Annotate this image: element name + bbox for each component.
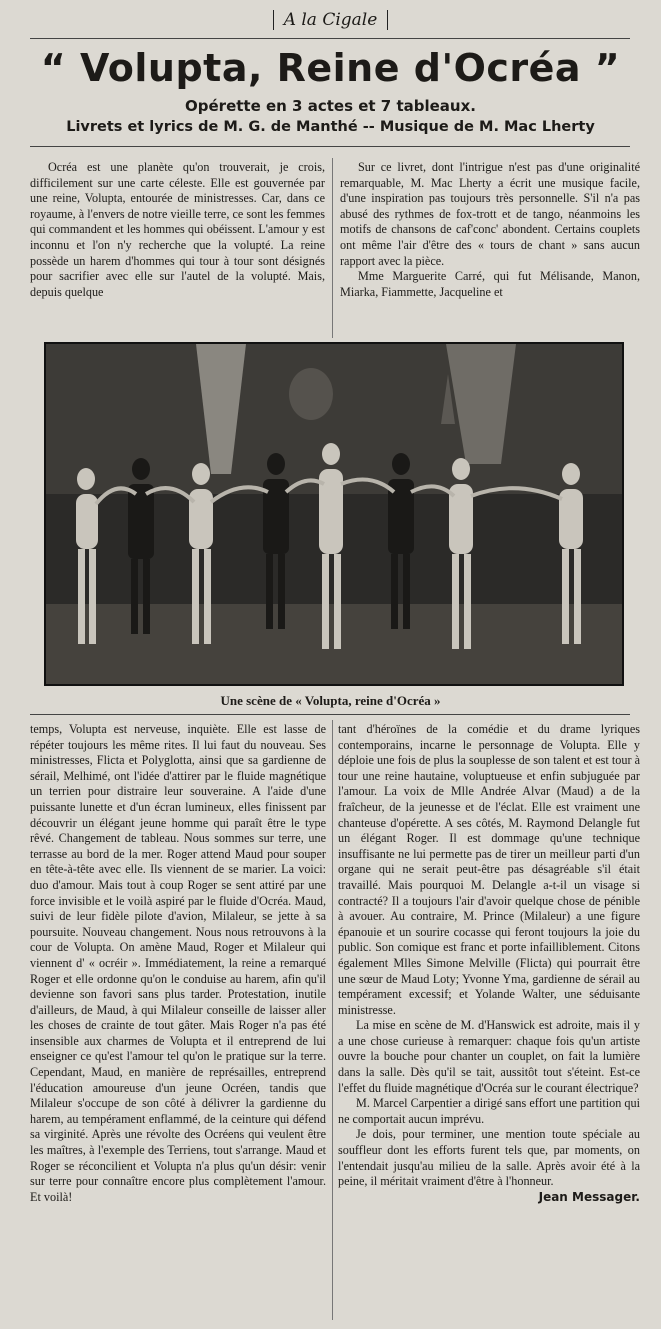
article-subtitle: Opérette en 3 actes et 7 tableaux. — [185, 97, 476, 115]
rule-under-caption — [30, 714, 630, 715]
column-bottom-left — [30, 722, 326, 1320]
author-signature: Jean Messager. — [538, 1189, 640, 1204]
article-credits: Livrets et lyrics de M. G. de Manthé -- Musique de M. Mac Lherty — [66, 119, 595, 135]
paragraph: Ocréa est une planète qu'on trouverait, je crois, difficilement sur une carte céleste. Elle est gouvernée par une reine, Volupta, entourée de ministresses. Car, dans ce royaume, à l'envers de notre vieille terre, ce sont les femmes qui commandent et les hommes qui obéissent. L'amour y est inconnu et l'on n'y recherche que la volupté. La reine possède un harem d'hommes qui tour à tour sont désignés pour sacrifier avec elle sur l'autel de la volupté. Mais, depuis quelque — [30, 160, 325, 299]
rule-under-header — [30, 146, 630, 147]
paragraph: Sur ce livret, dont l'intrigue n'est pas d'une originalité remarquable, M. Mac Lherty a écrit une musique facile, d'une inspiration pas toujours très personnelle. S'il n'a pas abusé des rythmes de fox-trott et de tango, néanmoins les motifs de chansons de caf'conc' abondent. Certains couplets ont même l'air d'être des « tours de chant » sans aucun rapport avec la pièce. — [340, 160, 640, 268]
column-divider — [332, 720, 333, 1320]
rule-top — [30, 38, 630, 39]
paragraph: M. Marcel Carpentier a dirigé sans effort une partition qui ne comportait aucun imprévu. — [338, 1096, 640, 1126]
column-top-right — [340, 160, 640, 338]
column-top-left — [30, 160, 325, 338]
stage-photo-illustration — [46, 344, 622, 684]
photo-caption: Une scène de « Volupta, reine d'Ocréa » — [220, 693, 441, 708]
paragraph: La mise en scène de M. d'Hanswick est adroite, mais il y a une chose curieuse à remarquer: chaque fois qu'un artiste ouvre la bouche pour chanter un couplet, on fait la lumière dans la salle. Dès qu'il se tait, aussitôt tout s'éteint. Est-ce l'effet du fluide magnétique d'Ocréa sur le courant électrique? — [338, 1018, 640, 1095]
paragraph: Je dois, pour terminer, une mention toute spéciale au souffleur dont les efforts furent tels que, par moments, on l'entendait jusqu'au milieu de la salle. Après avoir été à la peine, il méritait vraiment d'être à l'honneur. — [338, 1127, 640, 1189]
column-bottom-right — [338, 722, 640, 1320]
stage-photo — [44, 342, 624, 686]
paragraph: tant d'héroïnes de la comédie et du drame lyriques contemporains, incarne le personnage de Volupta. Elle y déploie une fois de plus la souplesse de son talent et est tour à tour une reine hautaine, voluptueuse et enfin subjuguée par l'amour. La voix de Mlle Andrée Alvar (Maud) a de la fraîcheur, de la jeunesse et de l'éclat. Elle est vraiment une chanteuse d'opérette. A ses côtés, M. Raymond Delangle fut un élégant Roger. Il est dommage qu'une technique insuffisante ne lui permette pas de tirer un meilleur parti d'un organe qui ne serait peut-être pas désagréable s'il était travaillé. Mais pourquoi M. Delangle a-t-il un visage si contracté? Il a toujours l'air d'avoir quelque chose de pénible à avouer. Au contraire, M. Prince (Milaleur) a une figure épanouie et un sourire cocasse qui feront toujours la joie du public. Son comique est franc et porte infailliblement. Citons également Mlles Simone Melville (Flicta) qui pourrait être une sœur de Maud Loty; Yvonne Yma, gardienne de sérail au tempérament excessif; et Yolande Walter, une séduisante ministresse. — [338, 722, 640, 1017]
rubric-label: A la Cigale — [273, 10, 389, 30]
paragraph: Mme Marguerite Carré, qui fut Mélisande, Manon, Miarka, Fiammette, Jacqueline et — [340, 269, 640, 299]
column-divider — [332, 158, 333, 338]
article-title: “ Volupta, Reine d'Ocréa ” — [40, 46, 621, 90]
paragraph: temps, Volupta est nerveuse, inquiète. Elle est lasse de répéter toujours les même rites. Il lui faut du nouveau. Ses ministresses, Flicta et Polyglotta, ainsi que sa gardienne de sérail, Melhimé, ont l'idée d'attirer par le fluide magnétique un terrien pour distraire leur souveraine. A l'aide d'une puissante lunette et d'un écran lumineux, elles finissent par découvrir un élégant jeune homme qui paraît être le type rêvé. Changement de tableau. Nous sommes sur terre, une terrasse au bord de la mer. Roger attend Maud pour souper en tête-à-tête avec elle. Ils viennent de se marier. La voici: duo d'amour. Mais tout à coup Roger se sent attiré par une force invisible et le voilà aspiré par le fluide d'Ocréa. Maud, suivi de leur fidèle pilote d'avion, Milaleur, se jette à sa poursuite. Nouveau changement. Nous nous retrouvons à la cour de Volupta. On amène Maud, Roger et Milaleur qui viennent d' « ocréir ». Immédiatement, la reine a remarqué Roger et elle ordonne qu'on le conduise au harem, afin qu'il devienne son favori sans plus tarder. Protestation, inutile d'ailleurs, de Maud, à qui Milaleur conseille de laisser aller les choses de crainte de tout gâter. Mais Roger n'a pas été insensible aux charmes de Volupta et il entreprend de lui enseigner ce qu'est l'amour tel qu'on le pratique sur la terre. Cependant, Maud, en manière de représailles, entreprend l'éducation amoureuse d'un jeune Ocréen, tandis que Milaleur s'occupe de son côté à délivrer la gardienne du harem, au tempérament enflammé, de la ceinture qui défend sa virginité. Après une révolte des Ocréens qui veulent être les maîtres, à l'exemple des Terriens, tout s'arrange. Maud et Roger se réconcilient et Volupta n'a plus qu'un désir: venir sur terre pour connaître encore plus complètement l'amour. Et voilà! — [30, 722, 326, 1204]
section-rubric — [0, 10, 661, 30]
